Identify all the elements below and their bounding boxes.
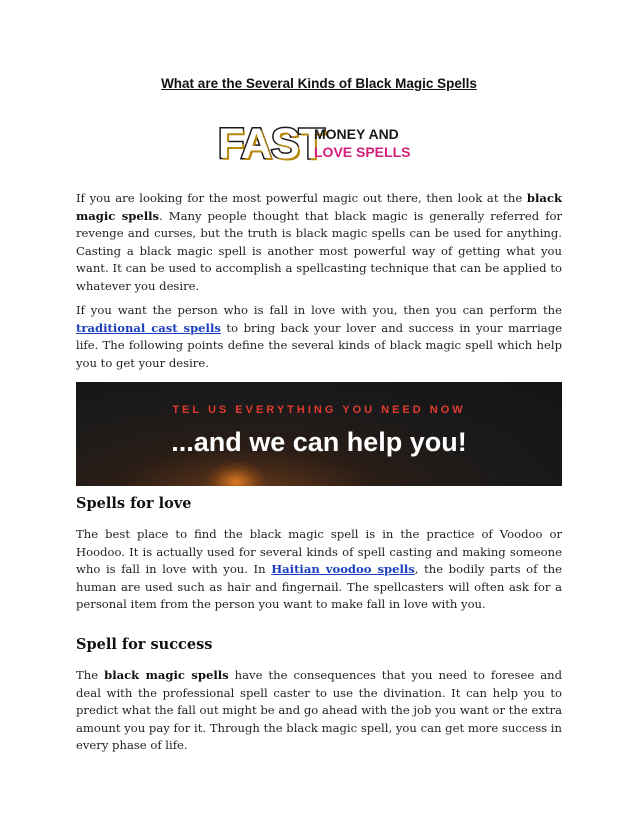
banner-top-text: TEL US EVERYTHING YOU NEED NOW [172,404,466,416]
intro-bold-term: black magic spells [76,191,562,223]
logo-tagline-love: LOVE SPELLS [314,144,411,160]
intro-text-start: If you are looking for the most powerful magic out there, then look at the [76,191,527,205]
traditional-cast-spells-link[interactable]: traditional cast spells [76,320,221,335]
promo-banner-image [76,382,562,486]
second-text-end: to bring back your lover and success in your marriage life. The following points define the several kinds of black magic spell which help you to get your desire. [76,320,562,370]
haitian-voodoo-spells-link[interactable]: Haitian voodoo spells [271,562,415,576]
love-text-start: The best place to find the black magic spell is in the practice of Voodoo or Hoodoo. It is actually used for several kinds of spell casting and making someone who is fall in love with you. In [76,527,562,576]
page-title: What are the Several Kinds of Black Magic Spells [161,76,477,91]
candle-flame-icon [206,462,266,486]
success-bold-term: black magic spells [104,668,229,682]
love-text-end: , the bodily parts of the human are used such as hair and fingernail. The spellcasters will often ask for a personal item from the person you want to make fall in love with you. [76,562,562,611]
second-paragraph [76,302,562,372]
success-paragraph [76,667,562,755]
success-text-end: have the consequences that you need to foresee and deal with the professional spell caster to use the divination. It can help you to predict what the fall out might be and go ahead with the job you want or the extra amount you pay for it. Through the black magic spell, you can get more success in every phase of life. [76,668,562,752]
banner-main-text: ...and we can help you! [171,427,467,457]
success-text-start: The [76,668,105,682]
section-heading-love: Spells for love [76,495,192,512]
logo-tagline-money: MONEY AND [314,126,399,142]
love-paragraph [76,526,562,614]
brand-logo [218,122,418,166]
logo-fast-text: FAST [218,120,324,168]
second-text-start: If you want the person who is fall in love with you, then you can perform the [76,303,562,317]
intro-text-end: . Many people thought that black magic is generally referred for revenge and curses, but the truth is black magic spells can be used for anything. Casting a black magic spell is another most powerful way of getting what you want. It can be used to accomplish a spellcasting technique that can be applied to whatever you desire. [76,208,563,293]
section-heading-success: Spell for success [76,636,213,653]
intro-paragraph [76,190,562,295]
